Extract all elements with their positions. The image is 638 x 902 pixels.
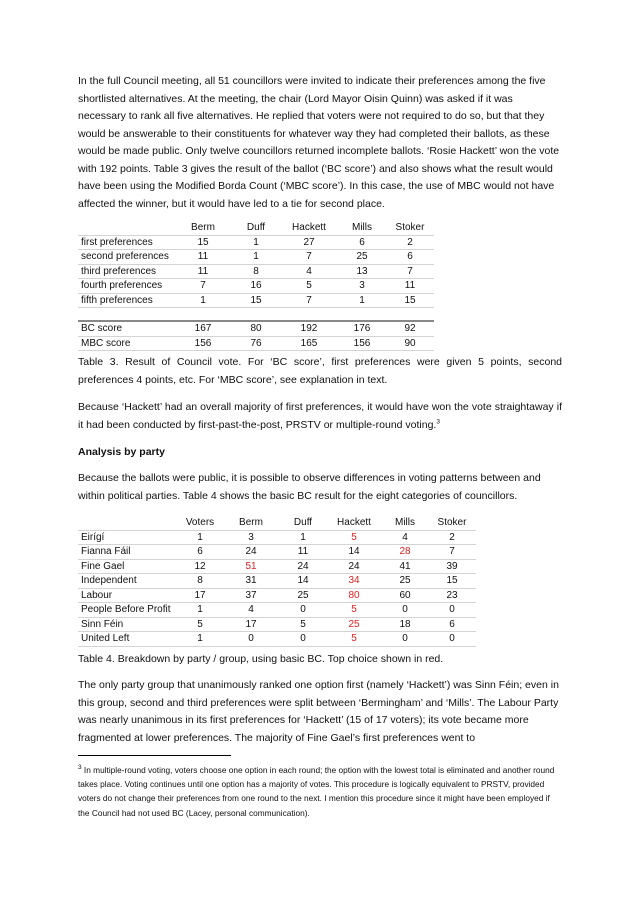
table-cell: 12 bbox=[178, 559, 222, 574]
table-cell: 5 bbox=[326, 632, 382, 647]
table-cell: 23 bbox=[428, 588, 476, 603]
table-cell: 5 bbox=[280, 279, 338, 294]
row-label: Independent bbox=[78, 574, 178, 589]
footnote bbox=[78, 763, 562, 820]
hackett-paragraph-text: Because ‘Hackett’ had an overall majority of first preferences, it would have won the vote straightaway if it had been conducted by first-past-the-post, PRSTV or multiple-round voting. bbox=[78, 401, 562, 431]
table-cell: 24 bbox=[222, 545, 280, 560]
table-cell: 0 bbox=[428, 632, 476, 647]
table-row bbox=[78, 264, 434, 279]
table-cell: 8 bbox=[178, 574, 222, 589]
footnote-number: 3 bbox=[78, 764, 82, 772]
table-row bbox=[78, 559, 476, 574]
table-header-row bbox=[78, 221, 434, 235]
table-cell: 92 bbox=[386, 321, 434, 336]
table-cell: 25 bbox=[326, 617, 382, 632]
row-label: BC score bbox=[78, 321, 174, 336]
table-header-row bbox=[78, 516, 476, 530]
row-label: fourth preferences bbox=[78, 279, 174, 294]
row-label: Fine Gael bbox=[78, 559, 178, 574]
table-cell: 25 bbox=[338, 250, 386, 265]
table-cell: 156 bbox=[174, 336, 232, 351]
table-row bbox=[78, 293, 434, 308]
table-cell: 4 bbox=[382, 530, 428, 545]
intro-paragraph: In the full Council meeting, all 51 councillors were invited to indicate their preferences among the five shortlisted alternatives. At the meeting, the chair (Lord Mayor Oisin Quinn) was asked if it was necessary to rank all five alternatives. He replied that voters were not required to do so, but that they would be answerable to their constituents for whatever way they had completed their ballots, as these would be made public. Only twelve councillors returned incomplete ballots. ‘Rosie Hackett’ won the vote with 192 points. Table 3 gives the result of the ballot (‘BC score’) and also shows what the result would have been using the Modified Borda Count (‘MBC score’). In this case, the use of MBC would not have affected the winner, but it would have led to a tie for second place. bbox=[78, 75, 560, 210]
table-cell: 13 bbox=[338, 264, 386, 279]
footnote-text: In multiple-round voting, voters choose one option in each round; the option with the lowest total is eliminated and another round takes place. Voting continues until one option has a majority of votes. This procedure is logically equivalent to PRSTV, provided voters do not change their preferences from one round to the next. I mention this procedure since it might have been employed if the Council had not used BC (Lacey, personal communication). bbox=[78, 765, 555, 818]
table-cell: 17 bbox=[178, 588, 222, 603]
column-header bbox=[78, 221, 174, 235]
table-cell: 0 bbox=[428, 603, 476, 618]
table-4-caption: Table 4. Breakdown by party / group, using basic BC. Top choice shown in red. bbox=[78, 653, 444, 665]
table-cell: 2 bbox=[428, 530, 476, 545]
table-cell: 1 bbox=[178, 530, 222, 545]
table-cell: 0 bbox=[382, 632, 428, 647]
table-cell: 5 bbox=[280, 617, 326, 632]
table-cell: 6 bbox=[338, 235, 386, 250]
table-cell: 0 bbox=[280, 603, 326, 618]
column-header: Voters bbox=[178, 516, 222, 530]
table-cell: 4 bbox=[222, 603, 280, 618]
row-label: MBC score bbox=[78, 336, 174, 351]
table-cell: 80 bbox=[232, 321, 280, 336]
column-header: Berm bbox=[222, 516, 280, 530]
party-paragraph: Because the ballots were public, it is possible to observe differences in voting patterns between and within political parties. Table 4 shows the basic BC result for the eight categories of councillors. bbox=[78, 472, 541, 502]
table-cell: 5 bbox=[178, 617, 222, 632]
row-label: second preferences bbox=[78, 250, 174, 265]
column-header: Duff bbox=[232, 221, 280, 235]
table-3 bbox=[78, 221, 434, 351]
table-cell: 4 bbox=[280, 264, 338, 279]
row-label: first preferences bbox=[78, 235, 174, 250]
table-3-caption: Table 3. Result of Council vote. For ‘BC score’, first preferences were given 5 points, second preferences 4 points, etc. For ‘MBC score’, see explanation in text. bbox=[78, 356, 562, 386]
table-cell: 7 bbox=[280, 250, 338, 265]
table-cell: 25 bbox=[280, 588, 326, 603]
column-header: Mills bbox=[338, 221, 386, 235]
table-cell: 34 bbox=[326, 574, 382, 589]
column-header: Hackett bbox=[280, 221, 338, 235]
table-spacer-row bbox=[78, 308, 434, 322]
table-cell: 0 bbox=[222, 632, 280, 647]
table-cell: 60 bbox=[382, 588, 428, 603]
table-cell: 3 bbox=[338, 279, 386, 294]
column-header: Stoker bbox=[428, 516, 476, 530]
table-cell: 15 bbox=[232, 293, 280, 308]
table-4 bbox=[78, 516, 476, 647]
column-header: Hackett bbox=[326, 516, 382, 530]
table-row bbox=[78, 279, 434, 294]
table-cell: 11 bbox=[174, 264, 232, 279]
table-cell: 14 bbox=[326, 545, 382, 560]
table-cell: 11 bbox=[174, 250, 232, 265]
table-row bbox=[78, 603, 476, 618]
table-cell: 80 bbox=[326, 588, 382, 603]
table-cell: 3 bbox=[222, 530, 280, 545]
table-cell: 167 bbox=[174, 321, 232, 336]
column-header bbox=[78, 516, 178, 530]
table-cell: 39 bbox=[428, 559, 476, 574]
table-cell: 14 bbox=[280, 574, 326, 589]
table-cell: 27 bbox=[280, 235, 338, 250]
table-cell: 165 bbox=[280, 336, 338, 351]
table-cell: 41 bbox=[382, 559, 428, 574]
table-cell: 6 bbox=[386, 250, 434, 265]
column-header: Stoker bbox=[386, 221, 434, 235]
table-cell: 51 bbox=[222, 559, 280, 574]
table-cell: 1 bbox=[232, 235, 280, 250]
table-cell: 37 bbox=[222, 588, 280, 603]
table-cell: 1 bbox=[174, 293, 232, 308]
row-label: Eirígí bbox=[78, 530, 178, 545]
table-cell: 0 bbox=[382, 603, 428, 618]
table-cell: 0 bbox=[280, 632, 326, 647]
row-label: Labour bbox=[78, 588, 178, 603]
table-cell: 11 bbox=[280, 545, 326, 560]
row-label: Fianna Fáil bbox=[78, 545, 178, 560]
table-row bbox=[78, 530, 476, 545]
table-cell: 25 bbox=[382, 574, 428, 589]
table-cell: 17 bbox=[222, 617, 280, 632]
table-cell: 5 bbox=[326, 603, 382, 618]
column-header: Duff bbox=[280, 516, 326, 530]
table-cell: 7 bbox=[174, 279, 232, 294]
table-cell: 18 bbox=[382, 617, 428, 632]
table-cell: 28 bbox=[382, 545, 428, 560]
table-cell: 76 bbox=[232, 336, 280, 351]
table-cell: 156 bbox=[338, 336, 386, 351]
table-cell: 15 bbox=[386, 293, 434, 308]
final-paragraph: The only party group that unanimously ranked one option first (namely ‘Hackett’) was Sinn Féin; even in this group, second and third preferences were split between ‘Bermingham’ and ‘Mills’. The Labour Party was nearly unanimous in its first preferences for ‘Hackett’ (15 of 17 voters); its vote became more fragmented at lower preferences. The majority of Fine Gael’s first preferences went to bbox=[78, 679, 559, 744]
table-row bbox=[78, 574, 476, 589]
table-cell: 2 bbox=[386, 235, 434, 250]
row-label: United Left bbox=[78, 632, 178, 647]
table-cell: 1 bbox=[232, 250, 280, 265]
footnote-rule bbox=[78, 755, 231, 756]
row-label: fifth preferences bbox=[78, 293, 174, 308]
table-cell: 7 bbox=[386, 264, 434, 279]
row-label: third preferences bbox=[78, 264, 174, 279]
table-cell: 8 bbox=[232, 264, 280, 279]
table-cell: 192 bbox=[280, 321, 338, 336]
table-cell: 1 bbox=[280, 530, 326, 545]
hackett-paragraph bbox=[78, 399, 562, 434]
table-row bbox=[78, 588, 476, 603]
table-cell: 16 bbox=[232, 279, 280, 294]
table-cell: 7 bbox=[280, 293, 338, 308]
table-cell: 6 bbox=[428, 617, 476, 632]
table-row bbox=[78, 632, 476, 647]
row-label: Sinn Féin bbox=[78, 617, 178, 632]
score-row bbox=[78, 321, 434, 336]
table-cell: 7 bbox=[428, 545, 476, 560]
table-cell: 24 bbox=[280, 559, 326, 574]
table-row bbox=[78, 235, 434, 250]
table-cell: 6 bbox=[178, 545, 222, 560]
table-cell: 11 bbox=[386, 279, 434, 294]
table-cell: 176 bbox=[338, 321, 386, 336]
table-cell: 31 bbox=[222, 574, 280, 589]
score-row bbox=[78, 336, 434, 351]
table-cell: 24 bbox=[326, 559, 382, 574]
section-heading: Analysis by party bbox=[78, 446, 165, 458]
table-cell: 1 bbox=[178, 632, 222, 647]
table-cell: 1 bbox=[338, 293, 386, 308]
table-row bbox=[78, 617, 476, 632]
column-header: Mills bbox=[382, 516, 428, 530]
table-cell: 15 bbox=[174, 235, 232, 250]
table-row bbox=[78, 250, 434, 265]
row-label: People Before Profit bbox=[78, 603, 178, 618]
table-cell: 90 bbox=[386, 336, 434, 351]
column-header: Berm bbox=[174, 221, 232, 235]
table-cell: 15 bbox=[428, 574, 476, 589]
table-cell: 1 bbox=[178, 603, 222, 618]
table-row bbox=[78, 545, 476, 560]
footnote-marker: 3 bbox=[436, 418, 440, 425]
table-cell: 5 bbox=[326, 530, 382, 545]
